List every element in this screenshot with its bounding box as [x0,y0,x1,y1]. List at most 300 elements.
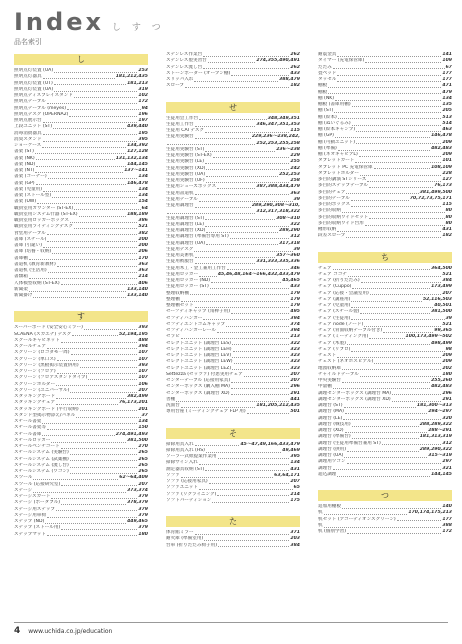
entry-pages: 265 [138,456,148,462]
entry-pages: 127,128 [127,149,148,155]
entry-pages: 319 [138,86,148,92]
leader-dots [374,363,441,364]
entry-pages: 297 [442,459,452,465]
leader-dots [208,62,256,63]
leader-dots [369,187,433,188]
entry-pages: 322 [290,221,300,227]
entry-pages: 498,499 [431,340,452,346]
entry-name: 書架 (児童用) [14,186,43,192]
leader-dots [335,137,430,138]
leader-dots [71,354,138,355]
leader-dots [212,502,289,503]
entry-name: 棚 (GP) [318,133,334,139]
entry-name: チャイルドテーブル [318,371,359,377]
leader-dots [338,118,442,119]
entry-name: 生徒用テーブル [166,196,198,202]
leader-dots [181,301,290,302]
entry-name: 生徒用 CAI デスク [166,128,205,133]
entry-name: 生徒用工作台 [166,121,194,127]
leader-dots [351,319,444,320]
leader-dots [181,338,290,339]
entry-name: 書架 (ND) [14,161,36,167]
entry-name: スクールキャビネット [14,337,60,343]
entry-pages: 262 [290,64,300,70]
entry-name: ステンレス製実習台 [166,58,207,64]
entry-pages: 521 [138,224,148,230]
leader-dots [195,257,276,258]
index-entry [166,543,300,549]
entry-name: 机 [318,522,323,528]
entry-name: スクリーン (単口ス) [14,356,56,362]
index-entry [14,532,148,538]
entry-name: たたみ [318,64,332,70]
leader-dots [76,417,140,418]
entry-pages: 52,194,195 [118,331,148,337]
leader-dots [352,106,442,107]
entry-pages: 395 [138,136,148,142]
entry-name: セーフティキャップ (角棒子用) [166,309,230,315]
leader-dots [29,259,138,260]
leader-dots [61,504,126,505]
entry-pages: 40,501 [434,303,452,308]
leader-dots [232,344,289,345]
entry-name: 棚 (準備) [318,145,337,151]
entry-pages: 207 [290,378,300,383]
leader-dots [42,435,114,436]
entry-pages: 255 [290,159,300,165]
entry-pages: 463 [442,127,452,132]
leader-dots [352,125,442,126]
entry-name: チェア (折りたたみ) [318,278,360,283]
entry-pages: 182 [442,233,452,239]
entry-name: ステップ (ND) [14,519,45,524]
entry-pages: 207 [138,481,148,487]
index-column-1 [14,52,148,538]
entry-pages: 76,173,201 [118,400,148,406]
entry-name: スクリーンホルダー [14,381,56,387]
entry-pages: 315～319 [428,453,452,458]
entry-pages: 107 [138,375,148,381]
leader-dots [52,197,137,198]
leader-dots [43,141,138,142]
footer-url[interactable]: www.uchida.co.jp/education [28,627,113,635]
leader-dots [203,68,289,69]
entry-pages: 135 [442,102,452,107]
leader-dots [43,134,138,135]
entry-pages: 346 [290,265,300,271]
entry-pages: 177 [442,516,452,522]
entry-pages: 270 [138,444,148,449]
entry-name: 書架 (ストール型) [14,193,52,198]
entry-pages: 274,355,490,491 [256,58,300,64]
leader-dots [232,357,289,358]
leader-dots [338,150,430,151]
entry-pages: 395 [290,454,300,459]
entry-name: 書庫棚 [14,255,28,261]
leader-dots [181,477,273,478]
entry-pages: 317,318 [279,240,300,246]
entry-name: チェスト [318,353,337,358]
leader-dots [342,369,441,370]
leader-dots [74,228,137,229]
entry-pages: 471 [442,83,452,89]
entry-name: 生徒用被服台 [166,259,194,265]
leader-dots [54,72,137,73]
entry-pages: 441 [290,396,300,402]
entry-pages: 200 [138,236,148,242]
leader-dots [195,138,251,139]
entry-pages: 65 [293,485,300,491]
leader-dots [206,232,278,233]
leader-dots [47,103,138,104]
leader-dots [48,272,138,273]
entry-name: 生徒用実験台 (ST-EX) [166,153,212,158]
entry-name: 棚 (ネオキャビアL) [318,152,358,157]
entry-pages: 39 [293,196,300,202]
index-entry [166,498,300,504]
leader-dots [217,332,289,333]
entry-name: スチール書架等 [14,425,46,431]
entry-name: 生徒用実験台 (XD) [166,165,206,171]
entry-pages: 181,313,319 [419,434,452,440]
entry-name: スタッキングチェア [14,400,56,406]
entry-pages: 387,388,434,479 [256,184,300,190]
entry-name: 照明点ディスプレイスタンド [14,93,73,98]
leader-dots [206,182,290,183]
entry-pages: 108,109 [431,164,452,170]
leader-dots [167,213,255,214]
entry-pages: 388 [442,522,452,528]
entry-name: セレクトユニット (調理台 LEV) [166,353,232,358]
leader-dots [56,510,137,511]
index-entry [14,293,148,299]
leader-dots [360,175,441,176]
leader-dots [355,162,441,163]
entry-pages: 482,483 [431,145,452,151]
entry-pages: 323 [290,346,300,352]
leader-dots [36,159,115,160]
entry-name: Settezza (セッツァ) 付患実用チェア [166,371,243,377]
title-row [14,8,165,36]
entry-name: セレクトユニット (調理台 LEZ) [166,365,232,371]
entry-name: 多目的収納 [318,208,341,214]
entry-pages: 80 [445,220,452,226]
leader-dots [206,169,289,170]
entry-name: ステージ [14,487,33,493]
entry-pages: 134 [442,95,452,101]
leader-dots [203,319,289,320]
leader-dots [352,426,419,427]
entry-pages: 229,236～238,242, [251,134,300,140]
entry-pages: 291 [290,390,300,396]
leader-dots [324,514,408,515]
entry-name: 段差スロープ [318,233,346,239]
leader-dots [199,201,293,202]
leader-dots [342,382,430,383]
entry-name: 新聞架 [14,286,28,292]
entry-name: 超込調理 [318,471,337,477]
leader-dots [342,212,445,213]
entry-pages: 106 [138,381,148,387]
entry-name: 調理用ワゴン [318,459,346,465]
leader-dots [70,392,137,393]
entry-name: 棚 (可動ユニット) [318,139,356,145]
entry-pages: 323 [290,353,300,358]
leader-dots [42,147,126,148]
leader-dots [343,419,441,420]
leader-dots [84,329,138,330]
leader-dots [231,388,289,389]
entry-name: 生徒用木工・金工兼用工作台 [166,265,226,271]
entry-name: 生徒用実験台 (UF) [166,178,205,183]
entry-name: ストーンボーダー (オープン棚) [166,70,231,76]
entry-name: スチールシステム (試薬棚) [14,456,69,462]
entry-name: スタッキングボード (平行収納) [14,406,79,412]
title-kana: し す つ [111,23,165,33]
leader-dots [337,81,441,82]
entry-pages: 62～64,409 [119,475,148,481]
entry-name: 照明点灯装置 (UT) [14,80,53,86]
entry-pages: 63,64,171 [274,472,300,478]
entry-name: セレクトユニット (調理台 LEH) [166,346,232,352]
entry-name: 生徒用実験台 [166,134,194,140]
leader-dots [195,207,251,208]
leader-dots [74,209,140,210]
leader-dots [80,410,138,411]
entry-name: スクリーン (黒板掲示装置併用) [14,362,79,368]
entry-pages: 207 [138,387,148,393]
entry-name: スチールシステム (ワゴン) [14,469,69,474]
entry-pages: 393 [138,325,148,331]
entry-name: ステージ用ステップ [14,506,56,512]
leader-dots [61,448,138,449]
entry-name: セフティエントコムキャップ [166,321,226,327]
entry-name: 掃除用具入れ [166,441,194,447]
leader-dots [346,237,441,238]
entry-pages: 99,365 [434,328,452,333]
leader-dots [209,483,290,484]
entry-name: スーパーボード (安全安心ミラー) [14,325,83,331]
entry-pages: 388,479 [279,77,300,82]
entry-pages: 175 [290,497,300,503]
leader-dots [199,464,290,465]
entry-pages: 213 [290,334,300,340]
leader-dots [43,247,137,248]
entry-name: 棚板 (書庫用棚) [318,102,351,107]
entry-name: 生徒用調理台 (LE) [166,221,205,227]
leader-dots [205,219,275,220]
index-column-3 [318,52,452,535]
entry-name: 食堂用テーブル [14,230,46,236]
entry-name: 書架 (NT) [14,168,35,173]
leader-dots [383,332,433,333]
entry-name: 消臭スタンド [14,136,42,142]
entry-name: 生徒用調理台 (UA) [166,240,206,246]
entry-pages: 170,174,175,213 [408,510,452,516]
leader-dots [233,351,290,352]
entry-pages: 274,491,493 [115,431,148,437]
entry-pages: 101 [442,158,452,164]
entry-pages: 255,260 [431,378,452,383]
entry-name: 書道机 (教育新教材) [14,261,56,267]
entry-name: 生徒用ロッカー (ST) [166,284,209,290]
entry-name: 棚 (ぬいぐるみ) [318,120,351,126]
entry-pages: 381,499,500 [419,189,452,195]
leader-dots [195,445,240,446]
leader-dots [72,335,118,336]
entry-name: 調理台 (LE) [318,415,343,421]
leader-dots [231,394,290,395]
entry-name: 多目的ボックス [318,202,351,207]
leader-dots [324,527,442,528]
entry-pages: 296 [442,390,452,396]
entry-pages: 252,253 [279,171,300,177]
leader-dots [47,517,137,518]
entry-name: 生徒用実験台 (LE) [166,159,205,165]
entry-name: スチールベンチコート [14,444,60,449]
entry-pages: 209 [442,359,452,365]
leader-dots [364,326,441,327]
leader-dots [369,218,444,219]
entry-pages: 146,478 [431,133,452,139]
leader-dots [29,278,138,279]
entry-name: 洗面台 [166,403,180,408]
entry-name: タブレットカート [318,158,355,164]
section-heading: つ [318,490,452,501]
entry-pages: 209 [442,353,452,358]
leader-dots [52,253,137,254]
entry-pages: 382,499 [127,394,148,399]
entry-name: ステージスカート [14,494,51,499]
leader-dots [61,342,138,343]
entry-pages: 312 [290,234,300,240]
section-heading: す [14,311,148,322]
leader-dots [70,473,138,474]
entry-pages: 488 [138,337,148,343]
entry-name: チェスト (ネオホスピアル) [318,359,374,365]
entry-pages: 131,132,134 [115,155,148,161]
entry-name: 書架 (ST) [14,149,34,155]
leader-dots [56,398,126,399]
entry-pages: 346,347,351,353 [256,121,300,127]
entry-pages: 373,374 [127,487,148,493]
entry-name: タブレット PC 充電保管庫 [318,164,373,170]
leader-dots [344,457,427,458]
entry-name: 職員室用ロッカーボックス [14,218,69,223]
entry-pages: 379 [138,525,148,531]
entry-pages: 202 [442,365,452,371]
entry-pages: 76,173 [434,183,452,189]
leader-dots [56,404,118,405]
leader-dots [365,62,441,63]
entry-pages: 323 [290,365,300,371]
leader-dots [337,231,441,232]
entry-name: スタッキングボード [14,394,56,399]
entry-name: ステンレス流し台 [166,64,203,70]
leader-dots [199,119,267,120]
section-heading: し [14,54,148,65]
entry-pages: 144,145 [431,471,452,477]
entry-name: 生徒用実験台 (UA) [166,171,206,177]
entry-pages: 67 [445,64,452,70]
leader-dots [351,206,441,207]
entry-name: ショーケース [14,143,42,148]
leader-dots [42,423,137,424]
leader-dots [337,75,441,76]
entry-name: チェア (Cuppo) [318,284,352,290]
entry-pages: 70,72,73,75,171 [409,195,452,201]
leader-dots [206,244,278,245]
entry-pages: 242 [290,165,300,171]
leader-dots [231,382,289,383]
entry-name: 生徒用調理台 (XD) [166,228,206,233]
leader-dots [247,413,290,414]
entry-name: 机 [318,510,323,516]
entry-pages: 288～291 [428,428,452,433]
entry-name: 善棚 [166,396,176,402]
entry-name: チェア (スチール製) [318,309,360,315]
entry-pages: 195 [138,130,148,136]
leader-dots [328,87,441,88]
entry-pages: 296 [290,384,300,390]
entry-name: スツール (応接研究室) [14,481,61,487]
entry-pages: 134 [138,193,148,198]
entry-name: ステージ用車椅 [14,512,46,518]
leader-dots [47,535,138,536]
leader-dots [36,166,126,167]
entry-pages: 134 [138,186,148,192]
entry-name: スリッパ入れ [166,77,194,82]
entry-name: 上段ユニット (ST) [14,124,53,130]
entry-name: 体育館ミラー [166,530,194,535]
leader-dots [210,288,290,289]
entry-name: 台車 (折りたたみ椅子用) [166,542,217,548]
leader-dots [88,379,137,380]
leader-dots [352,438,419,439]
entry-name: スクリーン (ユニバーサル) [14,387,70,393]
entry-name: 地図収納庫 [318,365,341,371]
entry-pages: 253 [138,68,148,73]
entry-name: スツール [14,475,33,481]
entry-name: 職員室用システム什器 (ST-EX) [14,211,78,217]
leader-dots [176,401,289,402]
entry-pages: 172 [442,529,452,534]
entry-name: 調理台 (供用) [318,446,347,452]
leader-dots [367,181,441,182]
leader-dots [199,276,217,277]
leader-dots [47,429,137,430]
page-subtitle: 品名索引 [14,38,42,46]
entry-name: 職員室用ライティングデスク [14,224,73,230]
entry-name: 中央実験台 [318,378,341,383]
entry-pages: 379 [138,506,148,512]
entry-name: 生徒用調理台 (準備台専用 ST) [166,234,229,240]
entry-name: 生徒用デスク [166,246,194,252]
entry-pages: 205 [442,108,452,114]
entry-pages: 179 [290,303,300,308]
entry-name: 書道机 (生活用) [14,268,47,273]
entry-name: 職員室用カウンター (ST-EX) [14,205,74,211]
leader-dots [359,156,442,157]
entry-name: 専用台座 (ミーティングチェア FLP 用) [166,409,246,415]
entry-pages: 203 [290,536,300,542]
entry-pages: 207 [290,479,300,484]
entry-name: 照明点テーブル [14,99,46,105]
entry-pages: 52,116,503 [422,296,452,302]
entry-pages: 177 [442,70,452,76]
leader-dots [213,157,290,158]
leader-dots [57,266,138,267]
